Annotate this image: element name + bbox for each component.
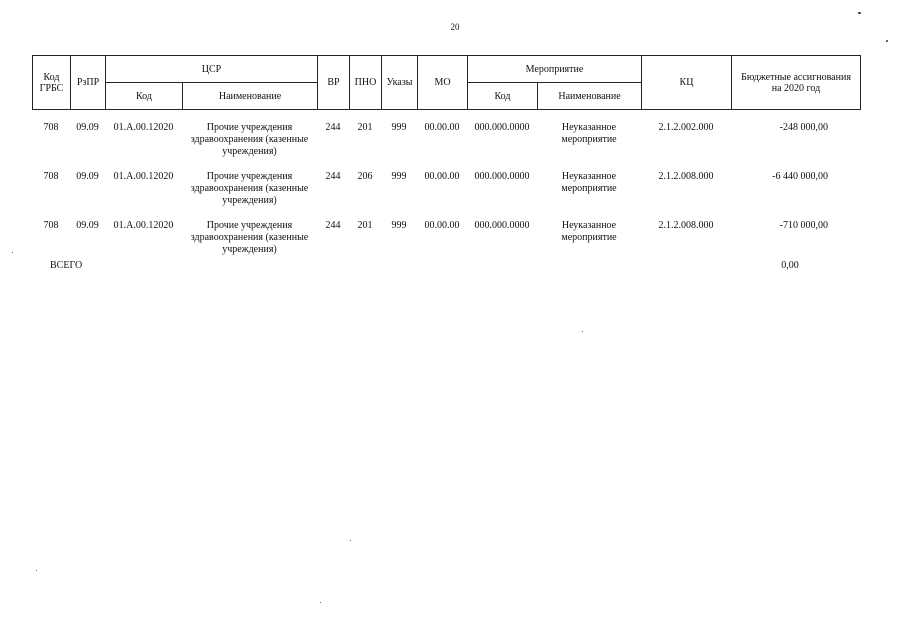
header-pno: ПНО bbox=[350, 56, 382, 110]
cell-csr-name: Прочие учреждения здравоохранения (казенные учреждения) bbox=[190, 171, 309, 206]
cell-kc: 2.1.2.008.000 bbox=[658, 220, 714, 231]
scan-speck bbox=[886, 40, 888, 42]
cell-ukazy: 999 bbox=[391, 171, 407, 182]
cell-mo: 00.00.00 bbox=[424, 220, 460, 231]
header-csr-code: Код bbox=[106, 83, 183, 110]
cell-pno: 201 bbox=[357, 220, 373, 231]
cell-kc: 2.1.2.008.000 bbox=[658, 171, 714, 182]
cell-csr-name: Прочие учреждения здравоохранения (казенные учреждения) bbox=[190, 122, 309, 157]
cell-vr: 244 bbox=[325, 122, 341, 133]
cell-event-name: Неуказанное мероприятие bbox=[561, 122, 617, 145]
cell-amount: -248 000,00 bbox=[779, 122, 828, 133]
header-csr-name: Наименование bbox=[183, 83, 318, 110]
cell-ukazy: 999 bbox=[391, 220, 407, 231]
scan-speck bbox=[12, 252, 13, 253]
header-rzpr: РзПР bbox=[71, 56, 106, 110]
header-ukazy: Указы bbox=[382, 56, 418, 110]
cell-csr-code: 01.А.00.12020 bbox=[113, 171, 174, 182]
table-header bbox=[32, 55, 861, 110]
cell-grbs: 708 bbox=[43, 220, 59, 231]
header-kc: КЦ bbox=[642, 56, 732, 110]
cell-amount: -6 440 000,00 bbox=[772, 171, 828, 182]
cell-rzpr: 09.09 bbox=[76, 122, 99, 133]
cell-mo: 00.00.00 bbox=[424, 171, 460, 182]
header-budget: Бюджетные ассигнования на 2020 год bbox=[732, 56, 861, 110]
cell-rzpr: 09.09 bbox=[76, 171, 99, 182]
cell-ukazy: 999 bbox=[391, 122, 407, 133]
scan-speck bbox=[350, 540, 351, 541]
cell-pno: 201 bbox=[357, 122, 373, 133]
header-event-code: Код bbox=[468, 83, 538, 110]
cell-grbs: 708 bbox=[43, 171, 59, 182]
total-value: 0,00 bbox=[781, 260, 799, 271]
table-body bbox=[32, 122, 860, 269]
table-row bbox=[32, 220, 860, 269]
table-row bbox=[32, 122, 860, 171]
page-number: 20 bbox=[450, 22, 460, 32]
scan-speck bbox=[858, 12, 861, 14]
header-event: Мероприятие bbox=[468, 56, 642, 83]
cell-vr: 244 bbox=[325, 220, 341, 231]
header-grbs: Код ГРБС bbox=[33, 56, 71, 110]
scan-speck bbox=[320, 602, 321, 603]
cell-vr: 244 bbox=[325, 171, 341, 182]
cell-grbs: 708 bbox=[43, 122, 59, 133]
cell-event-code: 000.000.0000 bbox=[474, 122, 530, 133]
cell-event-code: 000.000.0000 bbox=[474, 171, 530, 182]
cell-event-name: Неуказанное мероприятие bbox=[561, 171, 617, 194]
scan-speck bbox=[582, 331, 583, 332]
header-mo: МО bbox=[418, 56, 468, 110]
cell-kc: 2.1.2.002.000 bbox=[658, 122, 714, 133]
scan-speck bbox=[36, 570, 37, 571]
cell-amount: -710 000,00 bbox=[779, 220, 828, 231]
cell-csr-code: 01.А.00.12020 bbox=[113, 122, 174, 133]
cell-csr-name: Прочие учреждения здравоохранения (казенные учреждения) bbox=[190, 220, 309, 255]
header-csr: ЦСР bbox=[106, 56, 318, 83]
cell-mo: 00.00.00 bbox=[424, 122, 460, 133]
cell-pno: 206 bbox=[357, 171, 373, 182]
total-label: ВСЕГО bbox=[50, 260, 83, 271]
header-event-name: Наименование bbox=[538, 83, 642, 110]
cell-event-name: Неуказанное мероприятие bbox=[561, 220, 617, 243]
cell-rzpr: 09.09 bbox=[76, 220, 99, 231]
header-vr: ВР bbox=[318, 56, 350, 110]
cell-event-code: 000.000.0000 bbox=[474, 220, 530, 231]
cell-csr-code: 01.А.00.12020 bbox=[113, 220, 174, 231]
table-row bbox=[32, 171, 860, 220]
